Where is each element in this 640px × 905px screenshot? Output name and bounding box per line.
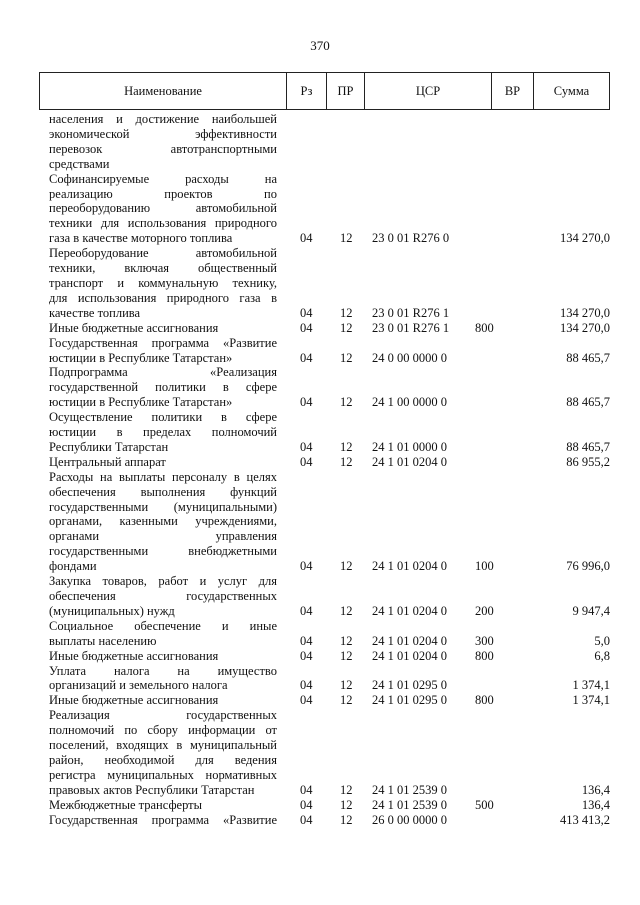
row-name: [49, 410, 277, 455]
row-name-line: Закупка товаров, работ и услуг для: [49, 574, 277, 589]
row-name-line: качестве топлива: [49, 305, 141, 320]
row-name-line: техники, включая общественный: [49, 261, 277, 276]
row-rz: 04: [300, 603, 313, 618]
row-name: [49, 574, 277, 619]
table-row: [49, 112, 612, 172]
row-sum: 136,4: [581, 782, 610, 797]
row-pr: 12: [340, 812, 353, 827]
row-rz: 04: [300, 648, 313, 663]
row-name-line: государственными внебюджетными: [49, 544, 277, 559]
row-rz: 04: [300, 320, 313, 335]
row-pr: 12: [340, 350, 353, 365]
row-sum: 134 270,0: [560, 231, 610, 246]
row-name-line: Социальное обеспечение и иные: [49, 618, 277, 633]
row-name: [49, 813, 277, 828]
row-name-line: Реализация государственных: [49, 708, 277, 723]
row-name-line: Подпрограмма «Реализация: [49, 365, 277, 380]
row-name-line: поселений, входящих в муниципальный: [49, 738, 277, 753]
table-row: [49, 455, 612, 470]
row-name-line: правовых актов Республики Татарстан: [49, 782, 255, 797]
row-rz: 04: [300, 797, 313, 812]
row-pr: 12: [340, 395, 353, 410]
row-sum: 134 270,0: [560, 305, 610, 320]
row-rz: 04: [300, 439, 313, 454]
row-name-line: Уплата налога на имущество: [49, 663, 277, 678]
row-name-line: юстиции в Республике Татарстан»: [49, 350, 233, 365]
row-csr: 24 1 01 0204 0: [372, 454, 447, 469]
row-name: [49, 649, 277, 664]
row-vr: 800: [475, 320, 494, 335]
row-rz: 04: [300, 395, 313, 410]
table-row: [49, 321, 612, 336]
row-csr: 23 0 01 R276 1: [372, 320, 450, 335]
row-name-line: полномочий по сбору информации от: [49, 723, 277, 738]
row-name: [49, 455, 277, 470]
table-row: [49, 172, 612, 247]
row-name-line: район, необходимой для ведения: [49, 752, 277, 767]
row-name-line: населения и достижение наибольшей: [49, 112, 277, 126]
row-name-line: регистра муниципальных нормативных: [49, 767, 277, 782]
row-pr: 12: [340, 797, 353, 812]
row-name-line: (муниципальных) нужд: [49, 603, 175, 618]
row-pr: 12: [340, 454, 353, 469]
row-rz: 04: [300, 454, 313, 469]
row-csr: 24 1 01 0295 0: [372, 678, 447, 693]
table-body: [49, 112, 612, 828]
row-rz: 04: [300, 305, 313, 320]
row-name-line: реализацию проектов по: [49, 186, 277, 201]
row-vr: 500: [475, 797, 494, 812]
row-csr: 24 1 01 0295 0: [372, 693, 447, 708]
row-name-line: Центральный аппарат: [49, 454, 166, 469]
row-name-line: обеспечения государственных: [49, 589, 277, 603]
row-name: [49, 619, 277, 649]
row-pr: 12: [340, 648, 353, 663]
row-sum: 88 465,7: [566, 350, 610, 365]
row-sum: 134 270,0: [560, 320, 610, 335]
row-rz: 04: [300, 782, 313, 797]
header-vr: ВР: [492, 73, 534, 109]
row-pr: 12: [340, 305, 353, 320]
row-vr: 800: [475, 648, 494, 663]
row-sum: 6,8: [594, 648, 610, 663]
row-name-line: Иные бюджетные ассигнования: [49, 693, 219, 708]
row-name-line: Софинансируемые расходы на: [49, 171, 277, 186]
row-name-line: Государственная программа «Развитие: [49, 812, 277, 827]
row-name: [49, 693, 277, 708]
table-row: [49, 798, 612, 813]
row-name-line: организаций и земельного налога: [49, 678, 228, 693]
row-name-line: для использования природного газа в: [49, 290, 277, 305]
row-csr: 24 1 01 2539 0: [372, 797, 447, 812]
row-name-line: органами управления: [49, 529, 277, 544]
row-csr: 24 1 01 0204 0: [372, 603, 447, 618]
row-pr: 12: [340, 693, 353, 708]
row-csr: 26 0 00 0000 0: [372, 812, 447, 827]
row-rz: 04: [300, 693, 313, 708]
row-name-line: Иные бюджетные ассигнования: [49, 648, 219, 663]
row-csr: 23 0 01 R276 0: [372, 231, 450, 246]
row-sum: 76 996,0: [566, 559, 610, 574]
row-sum: 136,4: [581, 797, 610, 812]
row-name: [49, 664, 277, 694]
row-name-line: транспорт и коммунальную технику,: [49, 275, 277, 290]
row-csr: 24 1 01 0204 0: [372, 648, 447, 663]
table-row: [49, 365, 612, 410]
table-header: [39, 72, 610, 110]
row-sum: 88 465,7: [566, 395, 610, 410]
row-csr: 24 1 00 0000 0: [372, 395, 447, 410]
row-name: [49, 112, 277, 172]
row-name-line: экономической эффективности: [49, 126, 277, 141]
row-name: [49, 365, 277, 410]
header-rz: Рз: [287, 73, 327, 109]
row-name: [49, 321, 277, 336]
row-name: [49, 470, 277, 574]
row-name: [49, 246, 277, 321]
row-name-line: государственной политики в сфере: [49, 380, 277, 395]
header-sum: Сумма: [553, 83, 590, 98]
row-name-line: Переоборудование автомобильной: [49, 246, 277, 261]
row-name-line: органами, казенными учреждениями,: [49, 514, 277, 529]
page-number: 370: [310, 38, 330, 53]
table-row: [49, 813, 612, 828]
row-name: [49, 172, 277, 247]
row-name-line: Иные бюджетные ассигнования: [49, 320, 219, 335]
row-vr: 800: [475, 693, 494, 708]
row-name-line: обеспечения выполнения функций: [49, 484, 277, 499]
row-pr: 12: [340, 678, 353, 693]
table-row: [49, 619, 612, 649]
row-name-line: Республики Татарстан: [49, 439, 169, 454]
row-name-line: переоборудованию автомобильной: [49, 201, 277, 216]
row-name-line: перевозок автотранспортными: [49, 141, 277, 156]
row-sum: 86 955,2: [566, 454, 610, 469]
row-name-line: выплаты населению: [49, 633, 157, 648]
row-csr: 23 0 01 R276 1: [372, 305, 450, 320]
row-name: [49, 708, 277, 797]
row-rz: 04: [300, 678, 313, 693]
row-sum: 413 413,2: [560, 812, 610, 827]
row-rz: 04: [300, 812, 313, 827]
row-name-line: газа в качестве моторного топлива: [49, 231, 233, 246]
table-row: [49, 246, 612, 321]
row-rz: 04: [300, 231, 313, 246]
row-name-line: техники для использования природного: [49, 216, 277, 231]
row-csr: 24 1 01 2539 0: [372, 782, 447, 797]
row-name-line: Межбюджетные трансферты: [49, 797, 203, 812]
row-sum: 9 947,4: [572, 603, 610, 618]
table-row: [49, 336, 612, 366]
row-name-line: Расходы на выплаты персоналу в целях: [49, 469, 277, 484]
table-row: [49, 708, 612, 797]
header-csr: ЦСР: [365, 73, 492, 109]
table-row: [49, 470, 612, 574]
row-pr: 12: [340, 320, 353, 335]
row-csr: 24 0 00 0000 0: [372, 350, 447, 365]
table-row: [49, 664, 612, 694]
row-rz: 04: [300, 350, 313, 365]
table-row: [49, 410, 612, 455]
row-rz: 04: [300, 559, 313, 574]
row-name: [49, 798, 277, 813]
row-pr: 12: [340, 782, 353, 797]
row-csr: 24 1 01 0000 0: [372, 439, 447, 454]
row-sum: 1 374,1: [572, 678, 610, 693]
row-pr: 12: [340, 603, 353, 618]
row-name-line: Государственная программа «Развитие: [49, 335, 277, 350]
header-pr: ПР: [327, 73, 365, 109]
row-name-line: Осуществление политики в сфере: [49, 410, 277, 425]
row-vr: 200: [475, 603, 494, 618]
row-rz: 04: [300, 633, 313, 648]
row-pr: 12: [340, 559, 353, 574]
row-name-line: юстиции в пределах полномочий: [49, 425, 277, 440]
table-row: [49, 574, 612, 619]
table-row: [49, 693, 612, 708]
table-row: [49, 649, 612, 664]
row-sum: 1 374,1: [572, 693, 610, 708]
row-pr: 12: [340, 439, 353, 454]
row-csr: 24 1 01 0204 0: [372, 633, 447, 648]
row-name: [49, 336, 277, 366]
row-name-line: юстиции в Республике Татарстан»: [49, 395, 233, 410]
row-name-line: государственными (муниципальными): [49, 499, 277, 514]
row-vr: 300: [475, 633, 494, 648]
row-name-line: средствами: [49, 156, 110, 171]
header-name: Наименование: [40, 73, 287, 109]
row-csr: 24 1 01 0204 0: [372, 559, 447, 574]
row-sum: 88 465,7: [566, 439, 610, 454]
row-pr: 12: [340, 231, 353, 246]
row-sum: 5,0: [594, 633, 610, 648]
row-vr: 100: [475, 559, 494, 574]
row-pr: 12: [340, 633, 353, 648]
row-name-line: фондами: [49, 559, 97, 574]
